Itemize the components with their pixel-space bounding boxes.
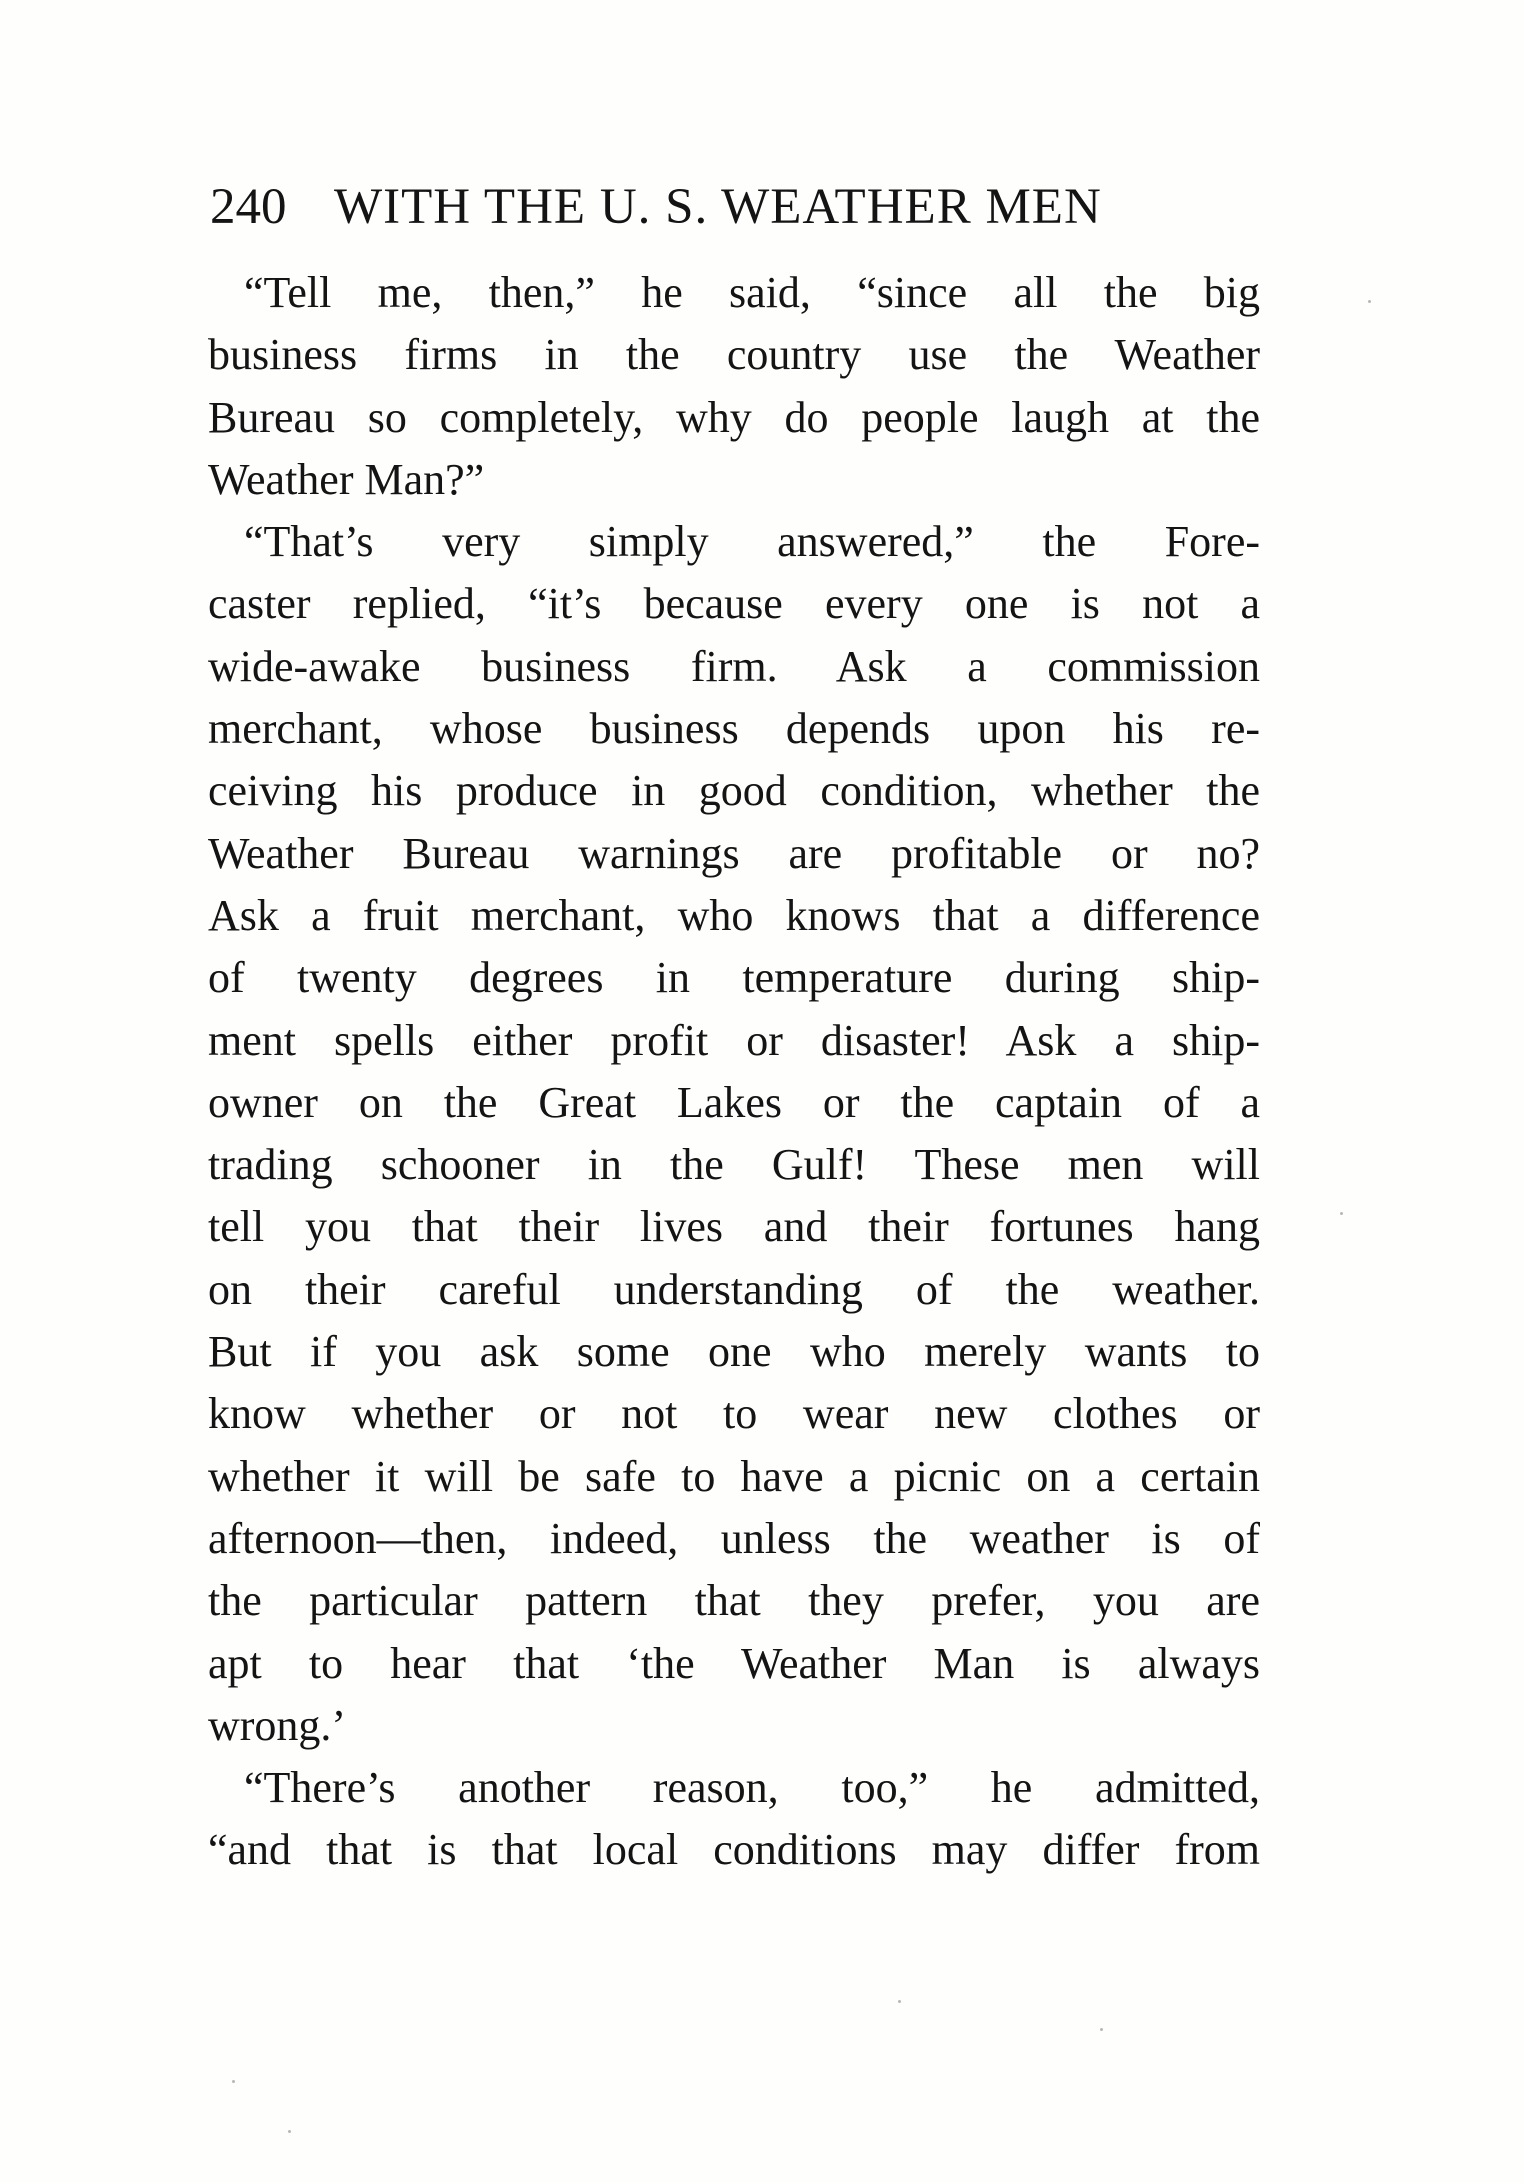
page-number: 240 — [210, 179, 287, 235]
text-line: wide-awake business firm. Ask a commission — [208, 641, 1260, 691]
text-line: caster replied, “it’s because every one is not a — [208, 579, 1260, 629]
text-line: But if you ask some one who merely wants to — [208, 1327, 1260, 1377]
text-line: Ask a fruit merchant, who knows that a difference — [208, 890, 1260, 940]
page-header — [210, 172, 1260, 242]
paper-speck — [232, 2080, 235, 2083]
text-line: Weather Man?” — [208, 454, 485, 504]
text-line: Weather Bureau warnings are profitable or no? — [208, 828, 1260, 878]
text-line: apt to hear that ‘the Weather Man is always — [208, 1638, 1260, 1688]
text-line: Bureau so completely, why do people laugh at the — [208, 392, 1260, 442]
body-text — [208, 262, 1260, 1882]
text-line: “That’s very simply answered,” the Fore- — [244, 517, 1260, 567]
text-line: business firms in the country use the Weather — [208, 330, 1260, 380]
text-line: “There’s another reason, too,” he admitted, — [244, 1763, 1260, 1813]
paper-speck — [1340, 1212, 1343, 1215]
text-line: “and that is that local conditions may differ from — [208, 1825, 1260, 1875]
paper-speck — [1100, 2028, 1103, 2031]
paper-speck — [898, 2000, 901, 2003]
text-line: trading schooner in the Gulf! These men will — [208, 1140, 1260, 1190]
text-line: merchant, whose business depends upon his re- — [208, 704, 1260, 754]
text-line: tell you that their lives and their fortunes hang — [208, 1202, 1260, 1252]
text-line: whether it will be safe to have a picnic on a certain — [208, 1451, 1260, 1501]
text-line: ment spells either profit or disaster! Ask a ship- — [208, 1015, 1260, 1065]
running-title: WITH THE U. S. WEATHER MEN — [334, 179, 1102, 235]
text-line: afternoon—then, indeed, unless the weather is of — [208, 1513, 1260, 1563]
text-line: know whether or not to wear new clothes or — [208, 1389, 1260, 1439]
text-line: the particular pattern that they prefer, you are — [208, 1576, 1260, 1626]
paper-speck — [288, 2130, 291, 2133]
text-line: wrong.’ — [208, 1700, 347, 1750]
text-line: on their careful understanding of the weather. — [208, 1264, 1260, 1314]
text-line: ceiving his produce in good condition, whether the — [208, 766, 1260, 816]
text-line: “Tell me, then,” he said, “since all the big — [244, 268, 1260, 317]
text-line: of twenty degrees in temperature during ship- — [208, 953, 1260, 1003]
paper-speck — [1368, 300, 1371, 303]
text-line: owner on the Great Lakes or the captain of a — [208, 1077, 1260, 1127]
